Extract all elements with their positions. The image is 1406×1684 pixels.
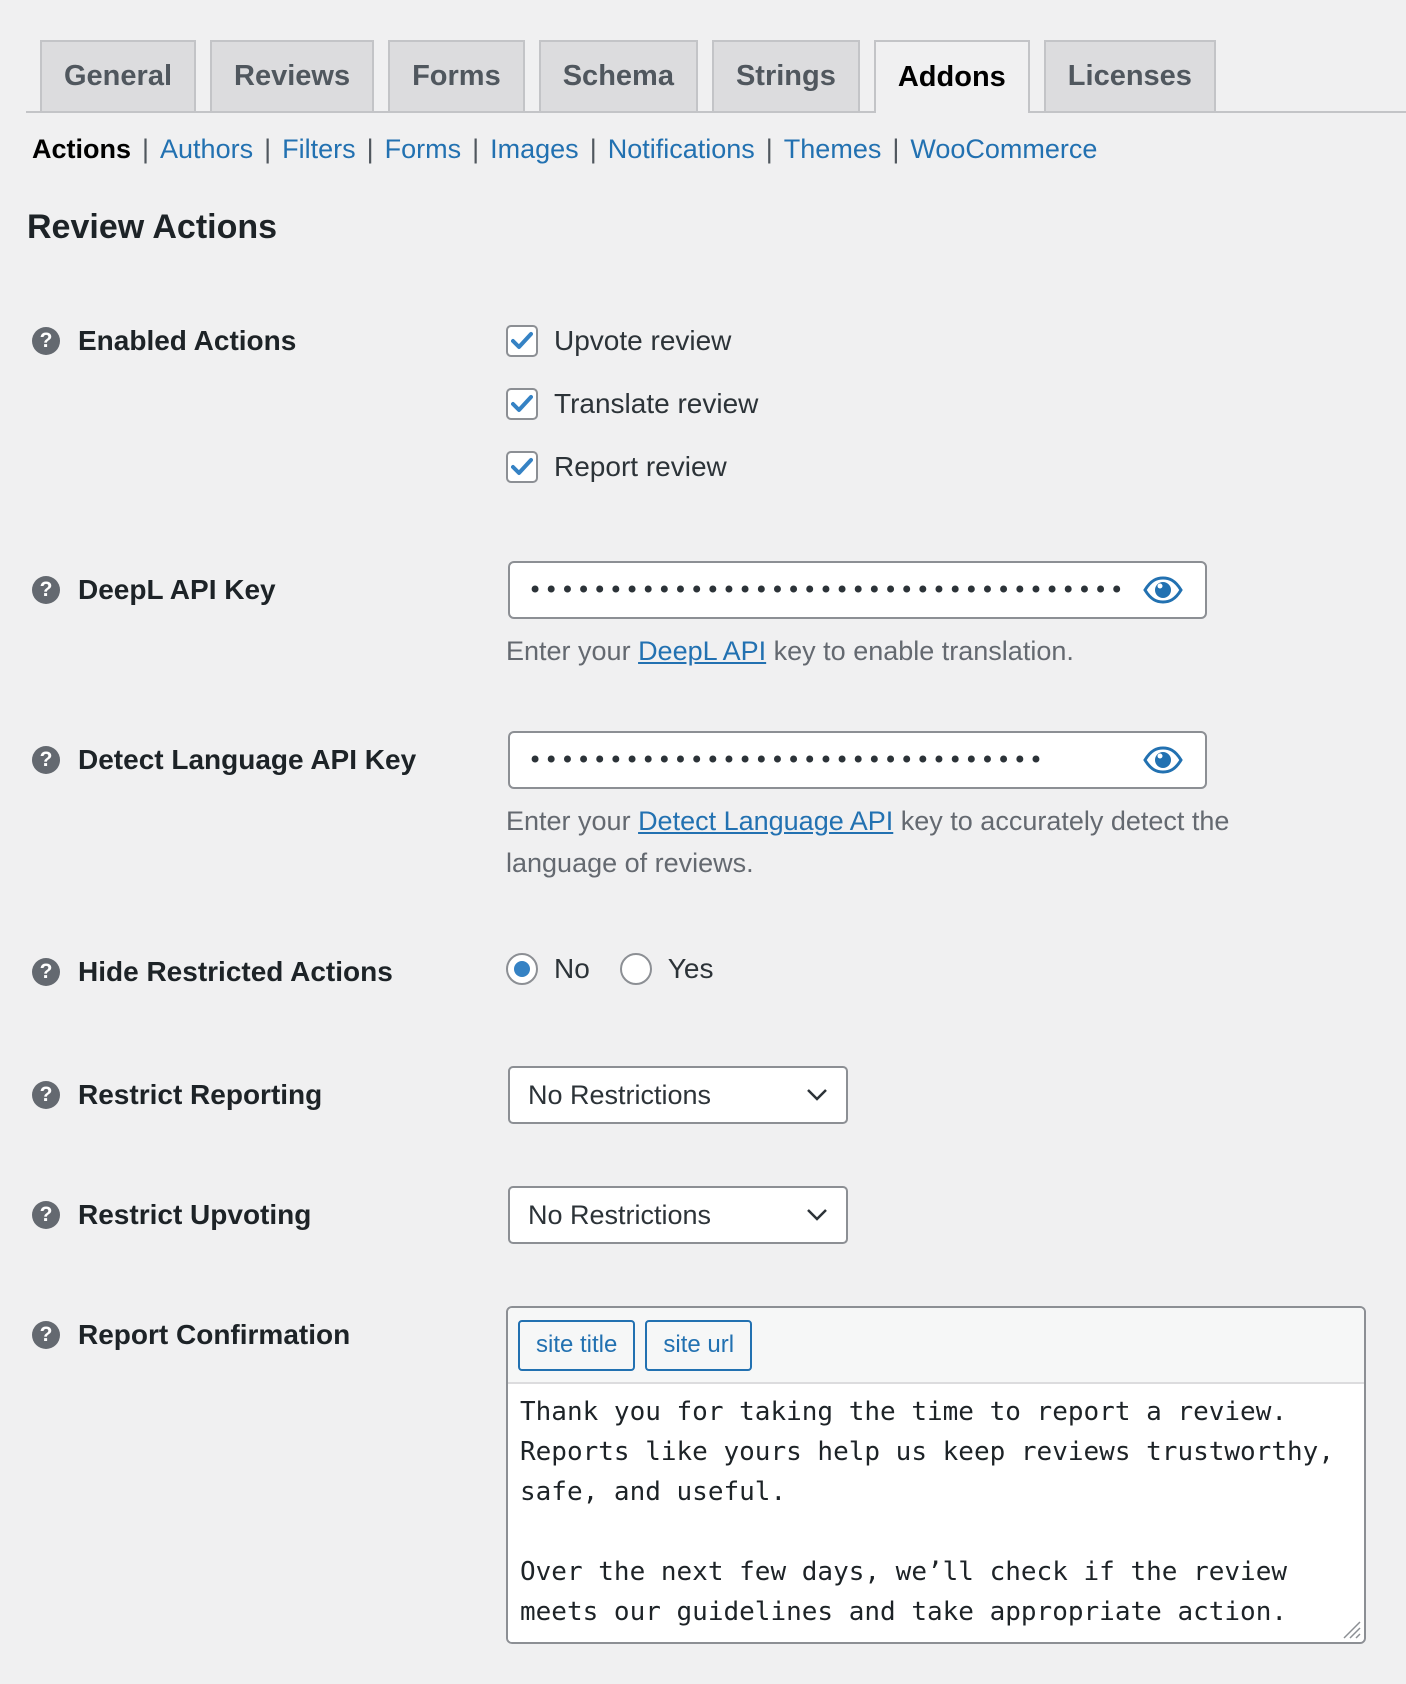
tab-schema[interactable]: Schema [539, 40, 698, 111]
enabled-actions-label [32, 325, 296, 357]
chevron-down-icon [806, 1208, 828, 1222]
description-text: key to accurately detect the language of reviews. [506, 806, 1230, 878]
radio-yes[interactable] [620, 953, 652, 985]
checkmark-icon [511, 457, 533, 477]
editor-toolbar [508, 1308, 1364, 1384]
deepl-api-key-label [32, 574, 276, 606]
help-icon[interactable]: ? [32, 1321, 60, 1349]
checkmark-icon [511, 331, 533, 351]
hide-restricted-actions-label [32, 956, 393, 988]
subnav-separator: | [366, 134, 374, 164]
report-confirmation-textarea[interactable] [508, 1384, 1364, 1644]
tab-addons[interactable]: Addons [874, 40, 1030, 113]
report-review-checkbox[interactable] [506, 451, 538, 483]
report-review-option [506, 451, 727, 483]
subnav-images[interactable]: Images [490, 134, 579, 164]
tab-reviews[interactable]: Reviews [210, 40, 374, 111]
radio-no[interactable] [506, 953, 538, 985]
select-value: No Restrictions [528, 1079, 712, 1110]
subnav-themes[interactable]: Themes [783, 134, 882, 164]
subnav-woocommerce[interactable]: WooCommerce [910, 134, 1098, 164]
insert-site-url-button[interactable]: site url [645, 1320, 752, 1371]
detect-language-api-key-input[interactable] [510, 733, 1143, 787]
upvote-review-option [506, 325, 731, 357]
select-value: No Restrictions [528, 1199, 712, 1230]
deepl-api-key-description [506, 630, 1326, 672]
subnav-separator: | [142, 134, 150, 164]
setting-label: Restrict Upvoting [78, 1199, 312, 1230]
deepl-api-link[interactable]: DeepL API [638, 636, 767, 666]
subnav-forms[interactable]: Forms [384, 134, 462, 164]
setting-label: Enabled Actions [78, 325, 297, 356]
help-icon[interactable]: ? [32, 576, 60, 604]
upvote-review-checkbox[interactable] [506, 325, 538, 357]
translate-review-option [506, 388, 758, 420]
help-icon[interactable]: ? [32, 746, 60, 774]
page-title: Review Actions [27, 208, 278, 246]
description-text: key to enable translation. [766, 636, 1074, 666]
setting-label: DeepL API Key [78, 574, 276, 605]
eye-icon[interactable] [1143, 575, 1183, 605]
restrict-upvoting-label [32, 1199, 311, 1231]
radio-label: No [554, 953, 590, 984]
checkmark-icon [511, 394, 533, 414]
setting-label: Hide Restricted Actions [78, 956, 393, 987]
subnav [32, 134, 1097, 165]
help-icon[interactable]: ? [32, 327, 60, 355]
description-text: Enter your [506, 806, 639, 836]
translate-review-checkbox[interactable] [506, 388, 538, 420]
setting-label: Restrict Reporting [78, 1079, 323, 1110]
subnav-separator: | [472, 134, 480, 164]
subnav-separator: | [264, 134, 272, 164]
subnav-notifications[interactable]: Notifications [607, 134, 755, 164]
resize-handle-icon[interactable] [1338, 1616, 1362, 1640]
report-confirmation-editor [506, 1306, 1366, 1644]
checkbox-label: Report review [554, 451, 727, 482]
radio-selected-dot [514, 961, 530, 977]
subnav-separator: | [892, 134, 900, 164]
subnav-authors[interactable]: Authors [160, 134, 254, 164]
deepl-api-key-field [508, 561, 1207, 619]
setting-label: Report Confirmation [78, 1319, 351, 1350]
eye-icon[interactable] [1143, 745, 1183, 775]
tab-strings[interactable]: Strings [712, 40, 860, 111]
restrict-upvoting-select[interactable] [508, 1186, 848, 1244]
setting-label: Detect Language API Key [78, 744, 417, 775]
restrict-reporting-select[interactable] [508, 1066, 848, 1124]
subnav-separator: | [589, 134, 597, 164]
help-icon[interactable]: ? [32, 958, 60, 986]
help-icon[interactable]: ? [32, 1081, 60, 1109]
tab-general[interactable]: General [40, 40, 196, 111]
checkbox-label: Upvote review [554, 325, 732, 356]
subnav-filters[interactable]: Filters [282, 134, 356, 164]
detect-language-api-key-description [506, 800, 1326, 884]
subnav-actions[interactable]: Actions [32, 134, 132, 164]
chevron-down-icon [806, 1088, 828, 1102]
description-text: Enter your [506, 636, 639, 666]
detect-language-api-key-field [508, 731, 1207, 789]
detect-language-api-key-label [32, 744, 416, 776]
restrict-reporting-label [32, 1079, 322, 1111]
hide-restricted-actions-radios [506, 953, 713, 985]
subnav-separator: | [765, 134, 773, 164]
insert-site-title-button[interactable]: site title [518, 1320, 635, 1371]
tab-forms[interactable]: Forms [388, 40, 525, 111]
report-confirmation-label [32, 1319, 350, 1351]
radio-label: Yes [667, 953, 714, 984]
detect-language-api-link[interactable]: Detect Language API [638, 806, 894, 836]
tab-licenses[interactable]: Licenses [1044, 40, 1216, 111]
help-icon[interactable]: ? [32, 1201, 60, 1229]
deepl-api-key-input[interactable] [510, 563, 1143, 617]
checkbox-label: Translate review [554, 388, 759, 419]
settings-tabs [26, 40, 1406, 113]
